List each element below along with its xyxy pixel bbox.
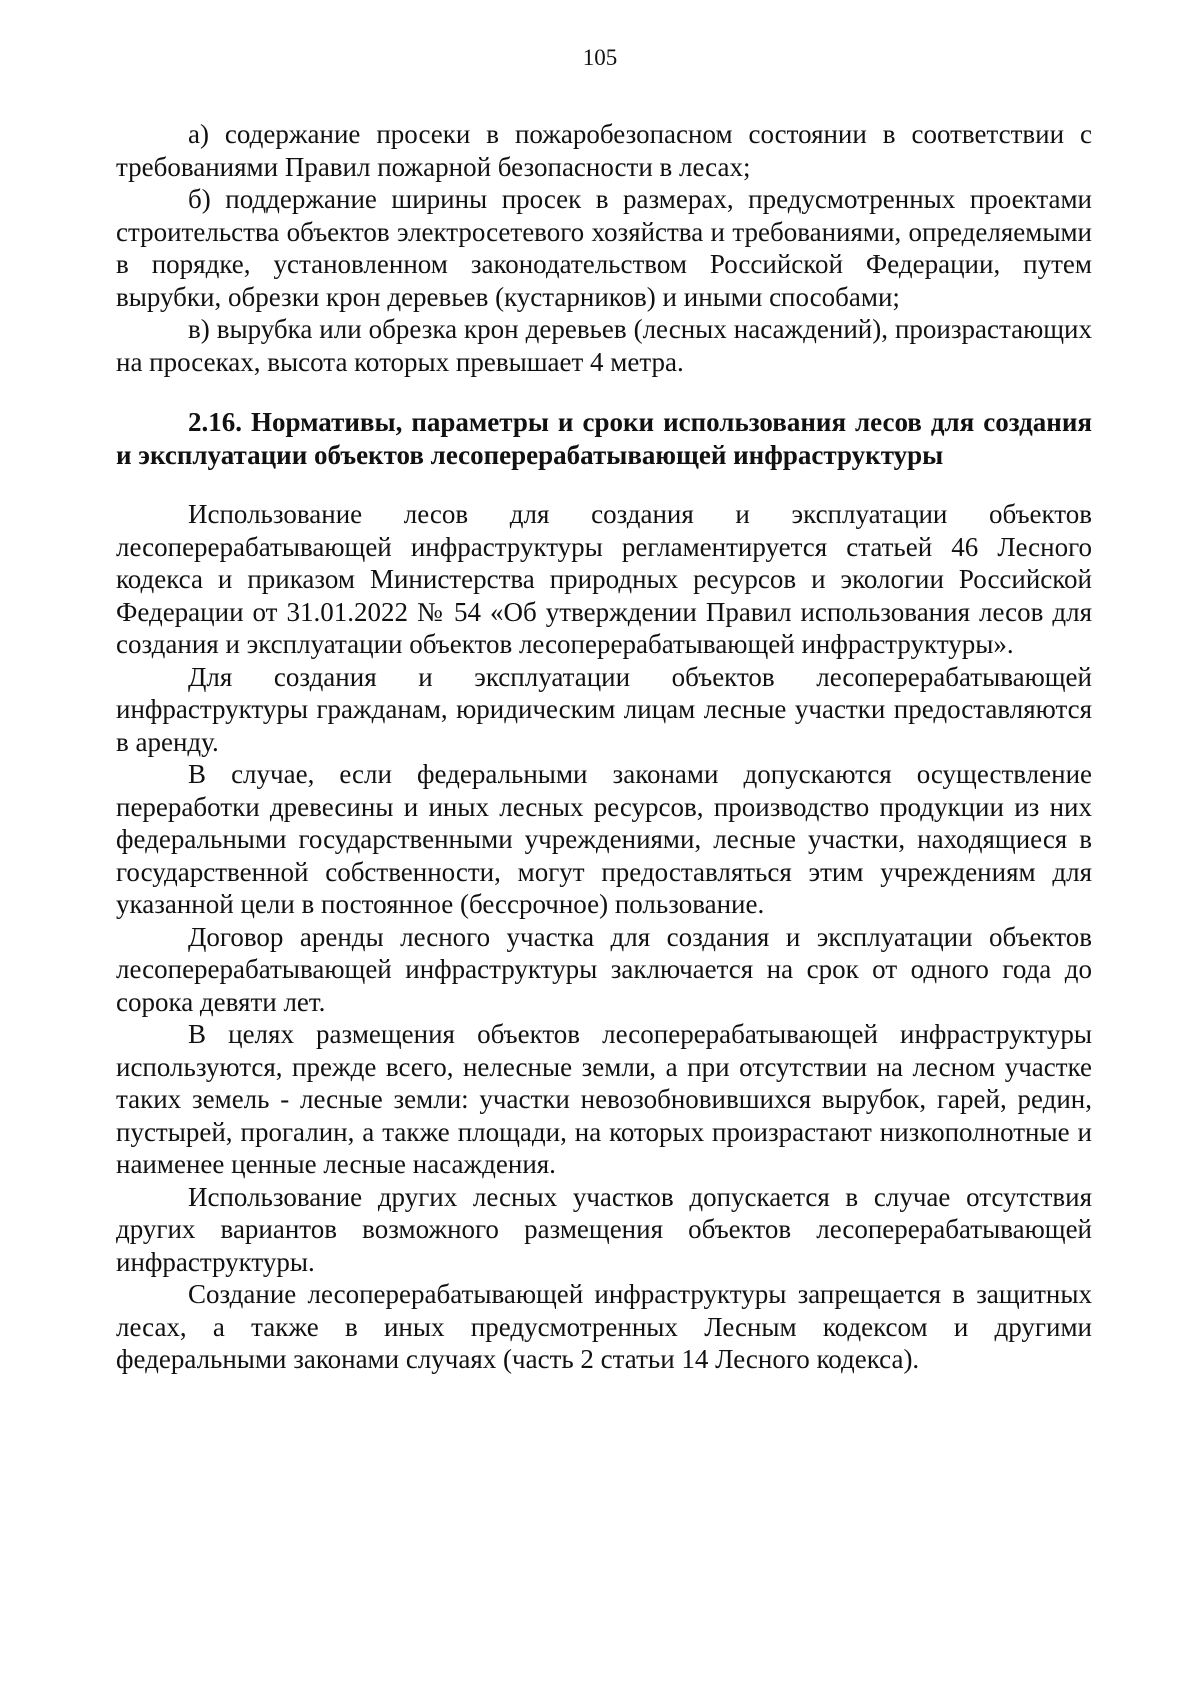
section-heading: 2.16. Нормативы, параметры и сроки использования лесов для создания и эксплуатации объектов лесоперерабатывающей инфраструктуры bbox=[116, 407, 1092, 470]
page-content bbox=[116, 118, 1092, 1376]
list-item-a: а) содержание просеки в пожаробезопасном состоянии в соответствии с требованиями Правил пожарной безопасности в лесах; bbox=[116, 119, 1092, 182]
paragraph: Договор аренды лесного участка для создания и эксплуатации объектов лесоперерабатывающей инфраструктуры заключается на срок от одного года до сорока девяти лет. bbox=[116, 921, 1092, 1017]
paragraph: В целях размещения объектов лесоперерабатывающей инфраструктуры используются, прежде всего, нелесные земли, а при отсутствии на лесном участке таких земель - лесные земли: участки невозобновившихся вырубок, гарей, редин, пустырей, прогалин, а также площади, на которых произрастают низкополнотные и наименее ценные лесные насаждения. bbox=[116, 1019, 1092, 1179]
paragraph: Использование лесов для создания и эксплуатации объектов лесоперерабатывающей инфраструктуры регламентируется статьей 46 Лесного кодекса и приказом Министерства природных ресурсов и экологии Российской Федерации от 31.01.2022 № 54 «Об утверждении Правил использования лесов для создания и эксплуатации объектов лесоперерабатывающей инфраструктуры». bbox=[116, 499, 1092, 659]
paragraph: Для создания и эксплуатации объектов лесоперерабатывающей инфраструктуры гражданам, юридическим лицам лесные участки предоставляются в аренду. bbox=[116, 661, 1092, 757]
page-number: 105 bbox=[582, 45, 618, 70]
list-item-b: б) поддержание ширины просек в размерах, предусмотренных проектами строительства объектов электросетевого хозяйства и требованиями, определяемыми в порядке, установленном законодательством Российской Федерации, путем вырубки, обрезки крон деревьев (кустарников) и иными способами; bbox=[116, 184, 1092, 312]
paragraph: Создание лесоперерабатывающей инфраструктуры запрещается в защитных лесах, а также в иных предусмотренных Лесным кодексом и другими федеральными законами случаях (часть 2 статьи 14 Лесного кодекса). bbox=[116, 1279, 1092, 1374]
paragraph: В случае, если федеральными законами допускаются осуществление переработки древесины и иных лесных ресурсов, производство продукции из них федеральными государственными учреждениями, лесные участки, находящиеся в государственной собственности, могут предоставляться этим учреждениям для указанной цели в постоянное (бессрочное) пользование. bbox=[116, 759, 1092, 919]
paragraph: Использование других лесных участков допускается в случае отсутствия других вариантов возможного размещения объектов лесоперерабатывающей инфраструктуры. bbox=[116, 1181, 1092, 1277]
list-item-v: в) вырубка или обрезка крон деревьев (лесных насаждений), произрастающих на просеках, высота которых превышает 4 метра. bbox=[116, 314, 1092, 377]
